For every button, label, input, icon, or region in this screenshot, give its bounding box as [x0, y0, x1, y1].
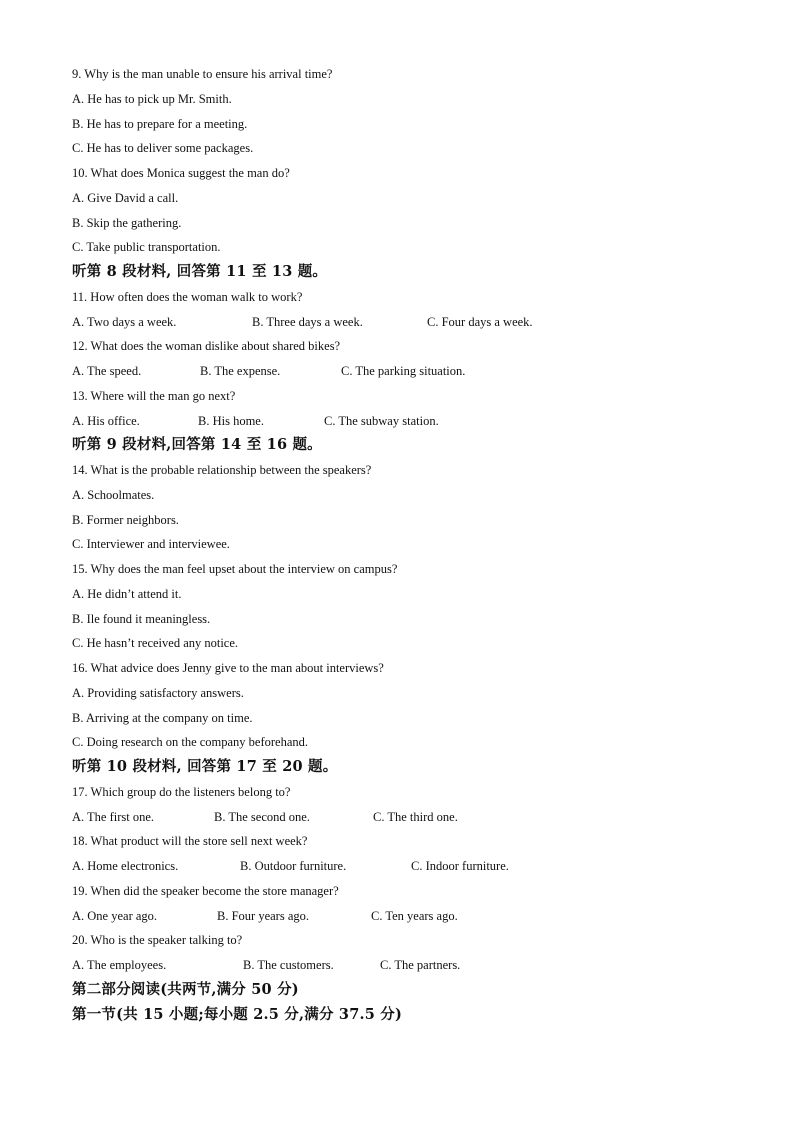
answer-option: C. He hasn’t received any notice.	[72, 636, 239, 651]
answer-option: A. One year ago.	[72, 908, 158, 923]
question-text: 16. What advice does Jenny give to the man about interviews?	[72, 661, 384, 675]
exam-page	[72, 62, 752, 1027]
answer-option: B. Skip the gathering.	[72, 215, 182, 230]
answer-option: B. The customers.	[243, 958, 334, 972]
question-text: 10. What does Monica suggest the man do?	[72, 166, 290, 180]
options-row	[72, 359, 752, 384]
question-text: 17. Which group do the listeners belong to?	[72, 784, 291, 799]
question-text: 15. Why does the man feel upset about the interview on campus?	[72, 562, 398, 576]
answer-option: C. The parking situation.	[341, 364, 466, 378]
answer-option: B. Former neighbors.	[72, 512, 179, 527]
options-row	[72, 854, 752, 879]
answer-option: A. He has to pick up Mr. Smith.	[72, 91, 232, 106]
section-heading: 第一节(共 15 小题;每小题 2.5 分,满分 37.5 分)	[72, 1005, 403, 1023]
section-heading: 听第 8 段材料, 回答第 11 至 13 题。	[72, 263, 328, 280]
section-heading: 听第 10 段材料, 回答第 17 至 20 题。	[72, 758, 338, 775]
answer-option: C. He has to deliver some packages.	[72, 141, 254, 156]
answer-option: A. Give David a call.	[72, 190, 179, 205]
answer-option: C. Indoor furniture.	[411, 859, 509, 873]
question-text: 18. What product will the store sell next week?	[72, 834, 308, 849]
answer-option: B. Four years ago.	[217, 908, 309, 923]
answer-option: B. His home.	[198, 413, 264, 428]
question-text: 14. What is the probable relationship between the speakers?	[72, 463, 372, 477]
question-text: 12. What does the woman dislike about shared bikes?	[72, 339, 341, 354]
answer-option: A. Home electronics.	[72, 859, 179, 873]
answer-option: B. The expense.	[200, 364, 281, 378]
answer-option: A. The employees.	[72, 958, 167, 972]
section-heading: 听第 9 段材料,回答第 14 至 16 题。	[72, 436, 322, 454]
answer-option: C. Interviewer and interviewee.	[72, 537, 230, 552]
answer-option: A. The first one.	[72, 809, 155, 824]
options-row	[72, 409, 752, 434]
question-text: 20. Who is the speaker talking to?	[72, 933, 243, 948]
answer-option: B. Three days a week.	[252, 314, 363, 329]
question-text: 13. Where will the man go next?	[72, 388, 236, 403]
question-text: 9. Why is the man unable to ensure his arrival time?	[72, 67, 333, 81]
question-text: 19. When did the speaker become the store manager?	[72, 883, 339, 898]
question-text: 11. How often does the woman walk to work?	[72, 289, 303, 304]
options-row	[72, 953, 752, 978]
answer-option: B. The second one.	[214, 809, 310, 824]
answer-option: A. Schoolmates.	[72, 487, 155, 502]
answer-option: C. Four days a week.	[427, 314, 533, 329]
options-row	[72, 310, 752, 335]
answer-option: B. He has to prepare for a meeting.	[72, 116, 248, 131]
section-heading: 第二部分阅读(共两节,满分 50 分)	[72, 980, 299, 998]
answer-option: A. Providing satisfactory answers.	[72, 685, 244, 700]
answer-option: A. Two days a week.	[72, 314, 177, 329]
answer-option: C. Take public transportation.	[72, 240, 221, 255]
answer-option: C. The subway station.	[324, 413, 439, 428]
options-row	[72, 805, 752, 830]
answer-option: B. Outdoor furniture.	[240, 859, 347, 873]
answer-option: B. Ile found it meaningless.	[72, 611, 211, 626]
answer-option: C. Ten years ago.	[371, 908, 458, 923]
answer-option: A. His office.	[72, 413, 140, 428]
options-row	[72, 904, 752, 929]
answer-option: B. Arriving at the company on time.	[72, 710, 253, 725]
answer-option: C. Doing research on the company beforehand.	[72, 735, 309, 750]
answer-option: C. The partners.	[380, 958, 461, 972]
answer-option: A. The speed.	[72, 364, 142, 378]
answer-option: C. The third one.	[373, 809, 458, 824]
answer-option: A. He didn’t attend it.	[72, 586, 182, 601]
